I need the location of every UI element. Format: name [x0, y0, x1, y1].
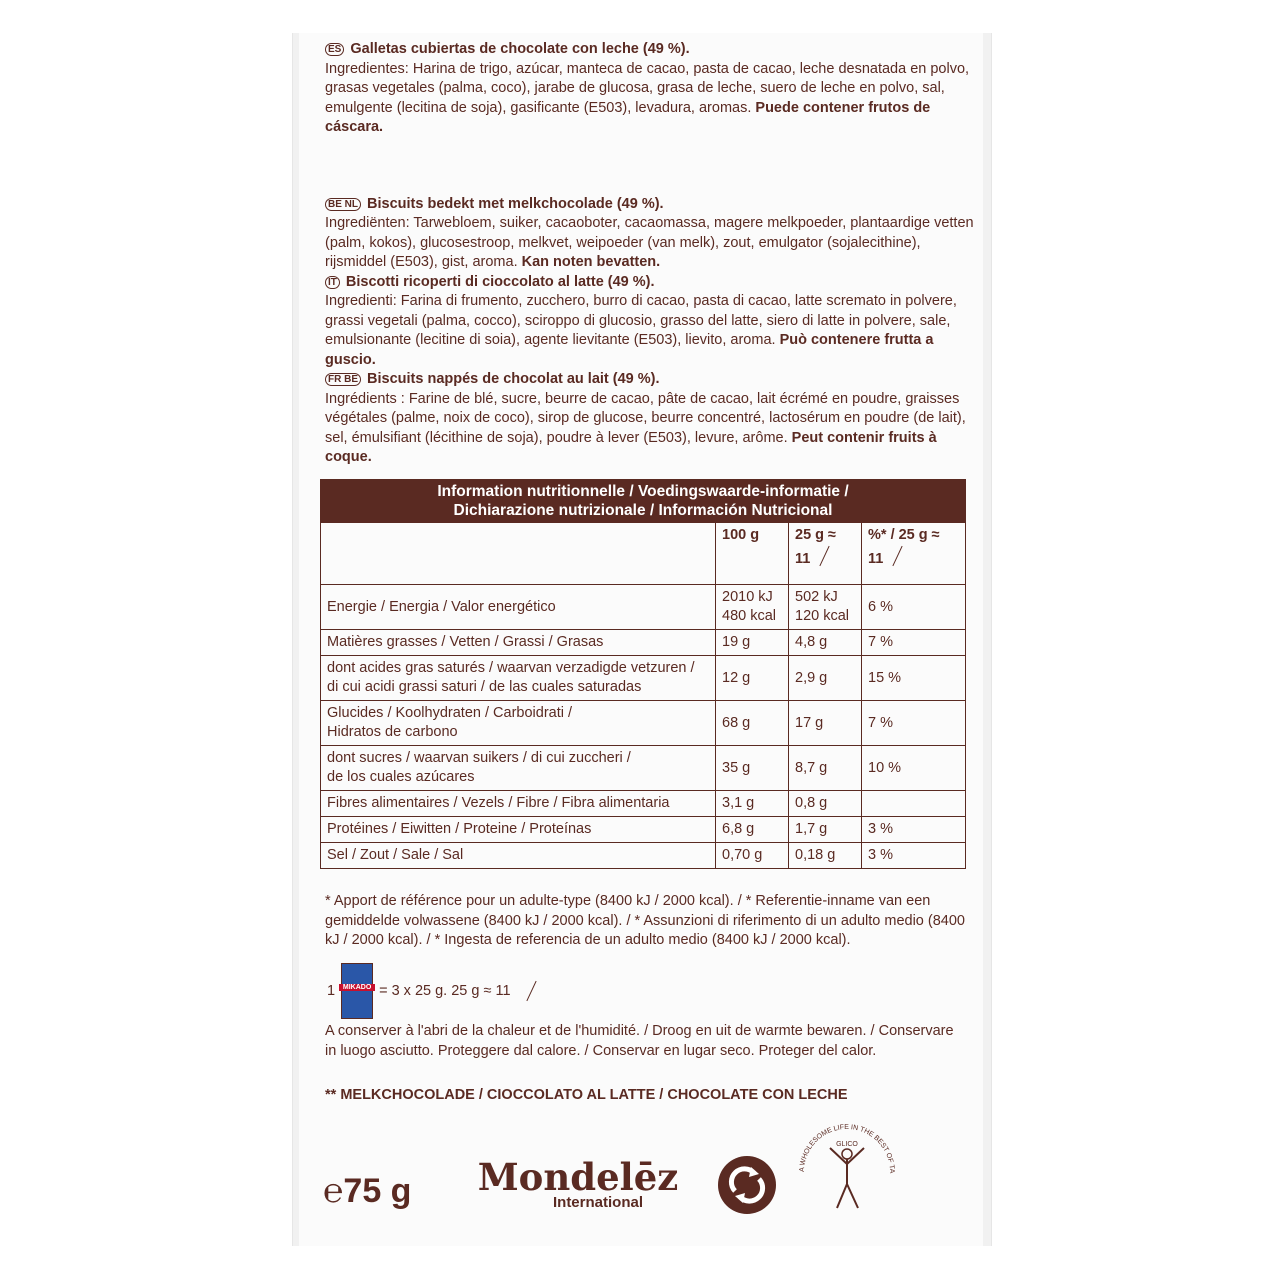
brand-sub: International: [552, 1194, 643, 1211]
value-100g: 12 g: [716, 656, 789, 701]
col-100g: 100 g: [716, 523, 789, 585]
nutrition-table: [320, 479, 966, 869]
lang-badge: ES: [325, 43, 344, 56]
allergen-text: Peut contenir fruits à coque.: [325, 429, 937, 465]
value-100g: 68 g: [716, 701, 789, 746]
value-100g: 3,1 g: [716, 791, 789, 817]
nutrition-row: [321, 843, 966, 869]
value-25g: 17 g: [789, 701, 862, 746]
glico-runner-icon: [792, 1112, 902, 1222]
mikado-pack-icon: [341, 963, 373, 1019]
pack-count: 1: [327, 983, 336, 999]
glico-brand: GLICO: [836, 1141, 858, 1148]
value-100g: 19 g: [716, 630, 789, 656]
nutrient-label: dont acides gras saturés / waarvan verzadigde vetzuren / di cui acidi grassi saturi / de las cuales saturadas: [321, 656, 716, 701]
section-it: [325, 273, 975, 371]
ingredients-text: Ingrediënten: Tarwebloem, suiker, cacaoboter, cacaomassa, magere melkpoeder, plantaardige vetten (palm, kokos), glucosestroop, melkvet, weipoeder (van melk), zout, emulgator (sojalecithine), rijsmiddel (E503), gist, aroma.: [325, 215, 974, 270]
nutrition-title-line1: Information nutritionnelle / Voedingswaarde-informatie /: [437, 483, 849, 500]
nutrition-row: [321, 817, 966, 843]
nutrition-row: [321, 630, 966, 656]
value-25g: 0,8 g: [789, 791, 862, 817]
col-25g-label: 25 g ≈: [795, 527, 837, 543]
value-100g: 0,70 g: [716, 843, 789, 869]
value-pct: [862, 791, 966, 817]
value-pct: 6 %: [862, 585, 966, 630]
lang-badge: BE NL: [325, 198, 361, 211]
nutrition-row: [321, 585, 966, 630]
brand-name: Mondelēz: [477, 1155, 679, 1199]
col-25g-count: 11: [795, 551, 811, 567]
section-nl: [325, 195, 975, 273]
left-fold: [293, 33, 299, 1246]
pack-info: [327, 963, 532, 1019]
section-title: Galletas cubiertas de chocolate con leche (49 %).: [350, 41, 690, 57]
nutrition-title-line2: Dichiarazione nutrizionale / Información Nutricional: [453, 502, 833, 519]
ingredients-text: Ingrédients : Farine de blé, sucre, beurre de cacao, pâte de cacao, lait écrémé en poudre, graisses végétales (palme, noix de coco), sirop de glucose, beurre concentré, lactosérum en poudre (de lait), sel, émulsifiant (lécithine de soja), poudre à lever (E503), levure, arôme.: [325, 390, 966, 446]
value-pct: 3 %: [862, 817, 966, 843]
recycle-icon: [718, 1156, 776, 1214]
pack-label: MIKADO: [339, 984, 375, 991]
value-pct: 3 %: [862, 843, 966, 869]
nutrient-label: dont sucres / waarvan suikers / di cui zuccheri / de los cuales azúcares: [321, 746, 716, 791]
value-pct: 15 %: [862, 656, 966, 701]
nutrient-label: Glucides / Koolhydraten / Carboidrati / Hidratos de carbono: [321, 701, 716, 746]
value-pct: 10 %: [862, 746, 966, 791]
section-title: Biscotti ricoperti di cioccolato al latte (49 %).: [345, 273, 655, 290]
value-100g: 35 g: [716, 746, 789, 791]
nutrition-row: [321, 656, 966, 701]
value-25g: 8,7 g: [789, 746, 862, 791]
stick-icon: [820, 546, 830, 566]
nutrition-title: [321, 480, 966, 523]
allergen-text: Può contenere frutta a guscio.: [325, 332, 934, 368]
stick-icon: [893, 546, 903, 566]
glico-motto: A WHOLESOME LIFE IN THE BEST OF TA: [798, 1123, 896, 1174]
nutrition-row: [321, 791, 966, 817]
nutrient-label: Energie / Energia / Valor energético: [321, 585, 716, 630]
section-fr: [325, 370, 975, 468]
milk-note: ** MELKCHOCOLADE / CIOCCOLATO AL LATTE / CHOCOLATE CON LECHE: [325, 1087, 848, 1103]
nutrient-label: Sel / Zout / Sale / Sal: [321, 843, 716, 869]
ingredients-block: [325, 40, 975, 468]
value-25g: 0,18 g: [789, 843, 862, 869]
net-weight: ℮75 g: [323, 1172, 412, 1210]
section-title: Biscuits nappés de chocolat au lait (49 %).: [367, 371, 660, 387]
value-25g: 502 kJ 120 kcal: [789, 585, 862, 630]
nutrient-label: Protéines / Eiwitten / Proteine / Proteínas: [321, 817, 716, 843]
col-pct: [862, 523, 966, 585]
col-25g: [789, 523, 862, 585]
right-fold: [983, 33, 991, 1246]
nutrient-label: Matières grasses / Vetten / Grassi / Grasas: [321, 630, 716, 656]
nutrition-row: [321, 746, 966, 791]
section-es: [325, 40, 975, 138]
lang-badge: IT: [325, 276, 340, 289]
value-pct: 7 %: [862, 630, 966, 656]
value-100g: 6,8 g: [716, 817, 789, 843]
pack-text: = 3 x 25 g. 25 g ≈ 11: [379, 983, 511, 999]
value-25g: 1,7 g: [789, 817, 862, 843]
value-25g: 4,8 g: [789, 630, 862, 656]
col-pct-label: %* / 25 g ≈: [868, 527, 940, 543]
value-100g: 2010 kJ 480 kcal: [716, 585, 789, 630]
nutrition-row: [321, 701, 966, 746]
ingredients-text: Ingredienti: Farina di frumento, zucchero, burro di cacao, pasta di cacao, latte scremato in polvere, grassi vegetali (palma, cocco), sciroppo di glucosio, grasso del latte, siero di latte in polvere, sale, emulsionante (lecitine di soia), agente lievitante (E503), lievito, aroma.: [325, 293, 957, 348]
col-pct-count: 11: [868, 551, 884, 567]
value-25g: 2,9 g: [789, 656, 862, 701]
footnote: * Apport de référence pour un adulte-type (8400 kJ / 2000 kcal). / * Referentie-inname van een gemiddelde volwassene (8400 kJ / 2000 kcal). / * Assunzioni di riferimento di un adulto medio (8400 kJ / 2000 kcal). / * Ingesta de referencia de un adulto medio (8400 kJ / 2000 kcal).: [325, 893, 965, 948]
nutrient-label: Fibres alimentaires / Vezels / Fibre / Fibra alimentaria: [321, 791, 716, 817]
section-title: Biscuits bedekt met melkchocolade (49 %).: [367, 195, 664, 212]
mondelez-logo: [468, 1155, 688, 1211]
ingredients-text: Ingredientes: Harina de trigo, azúcar, manteca de cacao, pasta de cacao, leche desnatada en polvo, grasas vegetales (palma, coco), jarabe de glucosa, grasa de leche, suero de leche en polvo, sal, emulgente (lecitina de soja), gasificante (E503), levadura, aromas.: [325, 60, 970, 116]
allergen-text: Puede contener frutos de cáscara.: [325, 99, 931, 135]
allergen-text: Kan noten bevatten.: [521, 254, 661, 270]
header-blank: [321, 523, 716, 585]
storage-text: A conserver à l'abri de la chaleur et de l'humidité. / Droog en uit de warmte bewaren. / Conservare in luogo asciutto. Proteggere dal calore. / Conservar en lugar seco. Proteger del calor.: [325, 1023, 954, 1059]
lang-badge: FR BE: [325, 373, 361, 386]
value-pct: 7 %: [862, 701, 966, 746]
